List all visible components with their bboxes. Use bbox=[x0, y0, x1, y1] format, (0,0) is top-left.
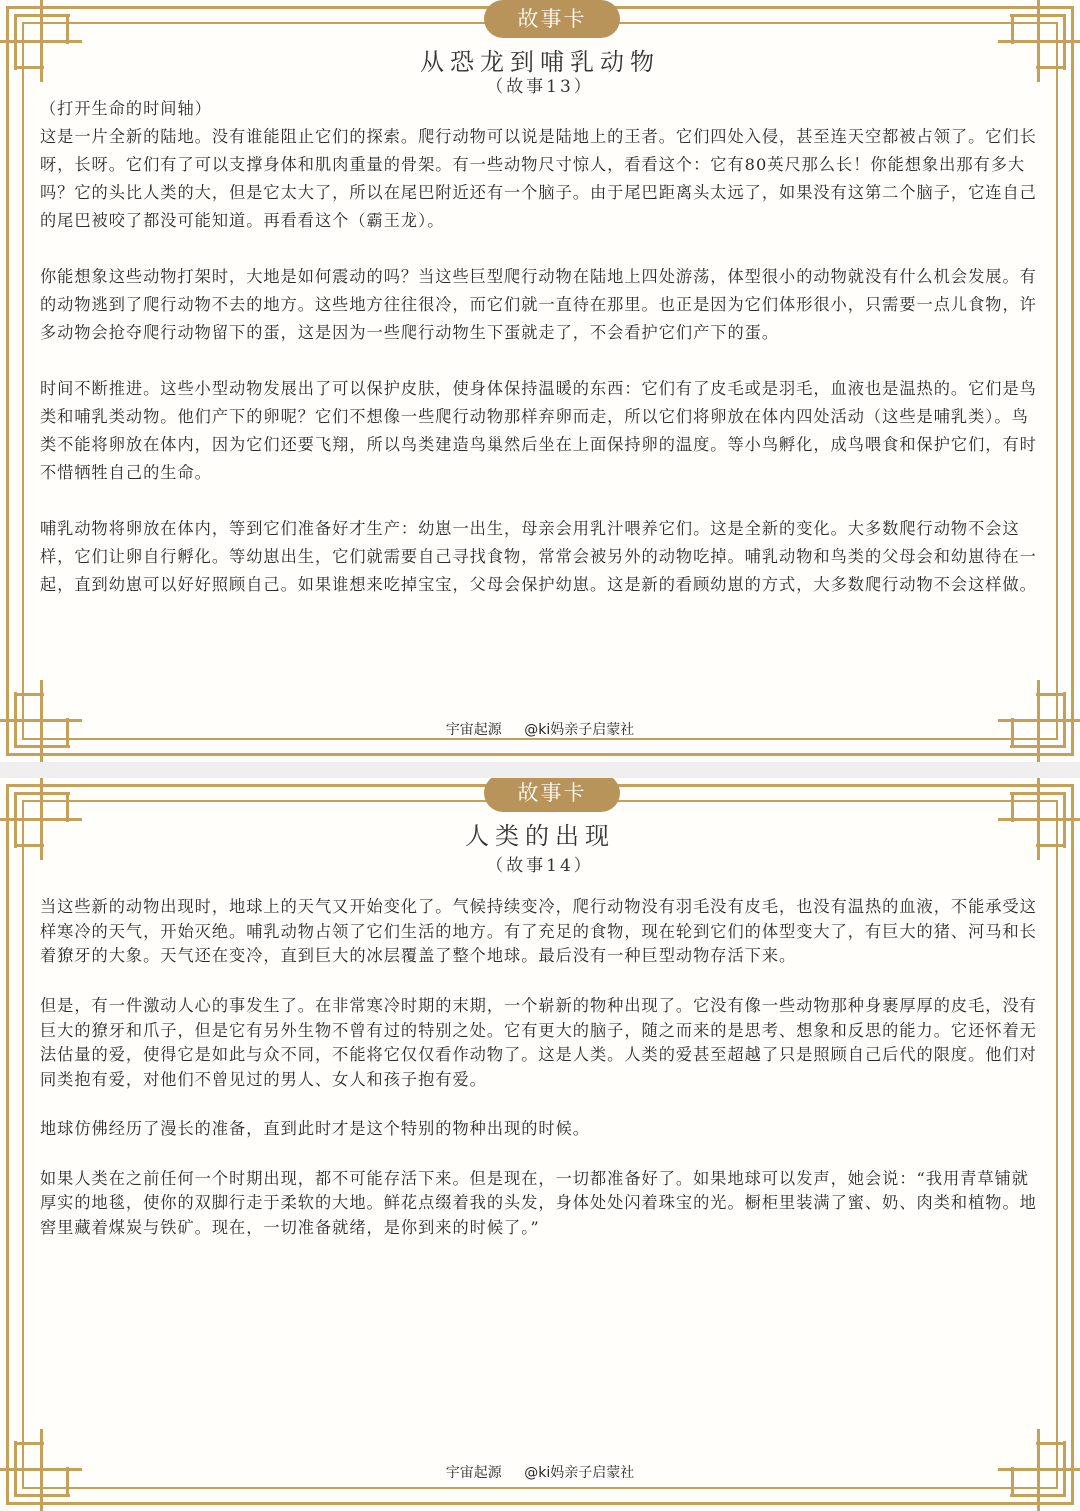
corner-ornament-top-left bbox=[0, 0, 82, 82]
story-note: （打开生命的时间轴） bbox=[40, 99, 212, 118]
corner-ornament-top-right bbox=[998, 778, 1080, 860]
story-paragraph: 这是一片全新的陆地。没有谁能阻止它们的探索。爬行动物可以说是陆地上的王者。它们四处入侵，甚至连天空都被占领了。它们长呀，长呀。它们有了可以支撑身体和肌肉重量的骨架。有一些动物尺寸惊人，看看这个：它有80英尺那么长！你能想象出那有多大吗？它的头比人类的大，但是它太大了，所以在尾巴附近还有一个脑子。由于尾巴距离头太远了，如果没有这第二个脑子，它连自己的尾巴被咬了都没可能知道。再看看这个（霸王龙）。 bbox=[40, 127, 1037, 230]
story-subtitle: （故事13） bbox=[486, 77, 594, 97]
story-title: 人类的出现 bbox=[465, 822, 615, 850]
footer-account: @ki妈亲子启蒙社 bbox=[524, 722, 635, 738]
story-paragraph: 地球仿佛经历了漫长的准备，直到此时才是这个特别的物种出现的时候。 bbox=[40, 1119, 590, 1139]
corner-ornament-bottom-right bbox=[998, 680, 1080, 762]
card-footer bbox=[0, 1462, 1080, 1482]
footer-series: 宇宙起源 bbox=[445, 1465, 502, 1481]
corner-ornament-bottom-right bbox=[998, 1429, 1080, 1511]
card-separator bbox=[0, 762, 1080, 778]
corner-ornament-top-left bbox=[0, 778, 82, 860]
corner-ornament-bottom-left bbox=[0, 1429, 82, 1511]
story-paragraph: 当这些新的动物出现时，地球上的天气又开始变化了。气候持续变冷，爬行动物没有羽毛没有皮毛，也没有温热的血液，不能承受这样寒冷的天气，开始灭绝。哺乳动物占领了它们生活的地方。有了充足的食物，现在轮到它们的体型变大了，有巨大的猪、河马和长着獠牙的大象。天气还在变冷，直到巨大的冰层覆盖了整个地球。最后没有一种巨型动物存活下来。 bbox=[40, 897, 1037, 966]
story-subtitle: （故事14） bbox=[486, 856, 594, 876]
card-footer bbox=[0, 719, 1080, 739]
corner-ornament-bottom-left bbox=[0, 680, 82, 762]
story-paragraph: 但是，有一件激动人心的事发生了。在非常寒冷时期的末期，一个崭新的物种出现了。它没有像一些动物那种身裹厚厚的皮毛，没有巨大的獠牙和爪子，但是它有另外生物不曾有过的特别之处。它有更大的脑子，随之而来的是思考、想象和反思的能力。它还怀着无法估量的爱，使得它是如此与众不同，不能将它仅仅看作动物了。这是人类。人类的爱甚至超越了只是照顾自己后代的限度。他们对同类抱有爱，对他们不曾见过的男人、女人和孩子抱有爱。 bbox=[40, 995, 1037, 1089]
story-paragraph: 你能想象这些动物打架时，大地是如何震动的吗？当这些巨型爬行动物在陆地上四处游荡，体型很小的动物就没有什么机会发展。有的动物逃到了爬行动物不去的地方。这些地方往往很冷，而它们就一直待在那里。也正是因为它们体形很小，只需要一点儿食物，许多动物会抢夺爬行动物留下的蛋，这是因为一些爬行动物生下蛋就走了，不会看护它们产下的蛋。 bbox=[40, 267, 1037, 342]
footer-series: 宇宙起源 bbox=[445, 722, 502, 738]
footer-account: @ki妈亲子启蒙社 bbox=[524, 1465, 635, 1481]
story-body bbox=[40, 895, 1045, 1241]
story-body bbox=[40, 95, 1045, 599]
corner-ornament-top-right bbox=[998, 0, 1080, 82]
story-card-14 bbox=[0, 778, 1080, 1511]
story-paragraph: 如果人类在之前任何一个时期出现，都不可能存活下来。但是现在，一切都准备好了。如果地球可以发声，她会说：“我用青草铺就厚实的地毯，使你的双脚行走于柔软的大地。鲜花点缀着我的头发，身体处处闪着珠宝的光。橱柜里装满了蜜、奶、肉类和植物。地窖里藏着煤炭与铁矿。现在，一切准备就绪，是你到来的时候了。” bbox=[40, 1168, 1037, 1238]
story-card-badge: 故事卡 bbox=[484, 0, 620, 38]
story-card-badge: 故事卡 bbox=[484, 778, 620, 812]
story-title: 从恐龙到哺乳动物 bbox=[420, 48, 660, 76]
story-paragraph: 时间不断推进。这些小型动物发展出了可以保护皮肤，使身体保持温暖的东西：它们有了皮毛或是羽毛，血液也是温热的。它们是鸟类和哺乳类动物。他们产下的卵呢？它们不想像一些爬行动物那样弃卵而走，所以它们将卵放在体内四处活动（这些是哺乳类）。鸟类不能将卵放在体内，因为它们还要飞翔，所以鸟类建造鸟巢然后坐在上面保持卵的温度。等小鸟孵化，成鸟喂食和保护它们，有时不惜牺牲自己的生命。 bbox=[40, 379, 1037, 482]
story-paragraph: 哺乳动物将卵放在体内，等到它们准备好才生产：幼崽一出生，母亲会用乳汁喂养它们。这是全新的变化。大多数爬行动物不会这样，它们让卵自行孵化。等幼崽出生，它们就需要自己寻找食物，常常会被另外的动物吃掉。哺乳动物和鸟类的父母会和幼崽待在一起，直到幼崽可以好好照顾自己。如果谁想来吃掉宝宝，父母会保护幼崽。这是新的看顾幼崽的方式，大多数爬行动物不会这样做。 bbox=[40, 519, 1037, 594]
